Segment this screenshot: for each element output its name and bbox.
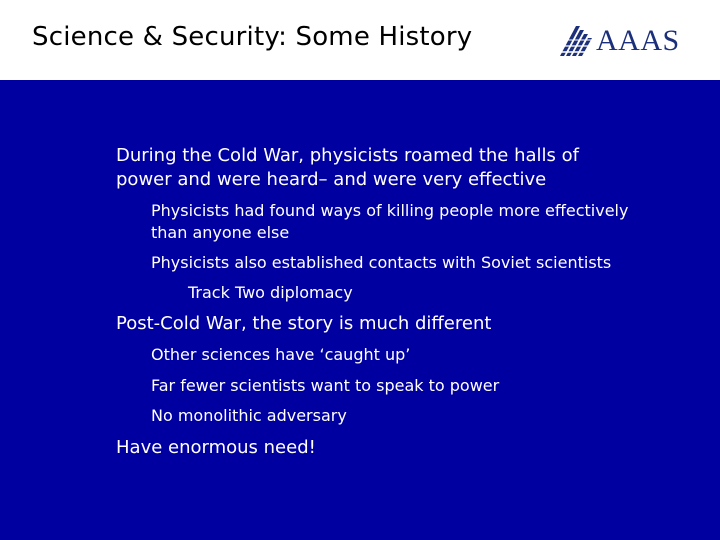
- bullet-level-1-line: power and were heard– and were very effective: [116, 169, 547, 190]
- bullet-level-1-line: Have enormous need!: [116, 437, 316, 458]
- aaas-emblem-icon: [556, 22, 596, 62]
- aaas-logo: [556, 22, 680, 62]
- slide-title: Science & Security: Some History: [32, 22, 473, 52]
- bullet-level-2-line: No monolithic adversary: [151, 406, 347, 425]
- bullet-level-1-line: During the Cold War, physicists roamed the halls of: [116, 145, 579, 166]
- bullet-level-2-line: Physicists also established contacts with Soviet scientists: [151, 253, 612, 272]
- bullet-level-2-line: Other sciences have ‘caught up’: [151, 345, 411, 364]
- bullet-level-2-line: Far fewer scientists want to speak to power: [151, 376, 500, 395]
- bullet-level-2-line: than anyone else: [151, 223, 290, 242]
- slide-header: [0, 0, 720, 80]
- bullet-level-3-line: Track Two diplomacy: [188, 283, 353, 302]
- bullet-level-1-line: Post-Cold War, the story is much different: [116, 313, 492, 334]
- aaas-logo-text: AAAS: [596, 24, 680, 57]
- slide-body: [0, 80, 720, 540]
- bullet-level-2-line: Physicists had found ways of killing people more effectively: [151, 201, 629, 220]
